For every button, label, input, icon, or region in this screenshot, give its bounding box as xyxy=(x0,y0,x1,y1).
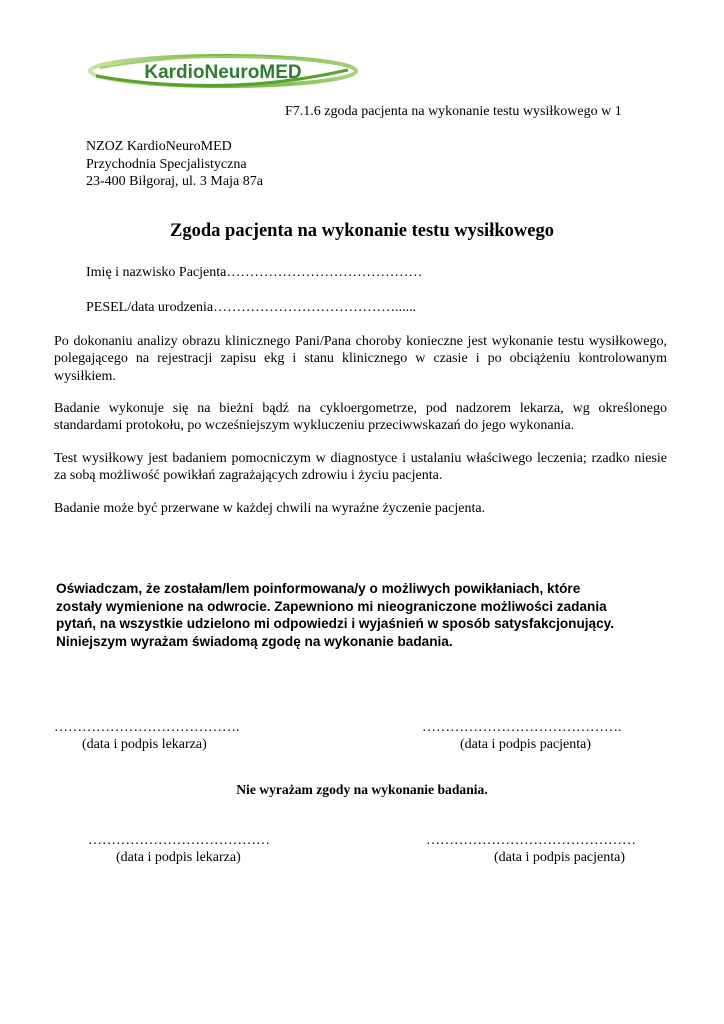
refusal-doctor-signature-line: ………………………………… xyxy=(88,833,270,848)
logo-text: KardioNeuroMED xyxy=(144,62,302,83)
kardioneuromed-logo xyxy=(86,50,360,92)
clinic-type: Przychodnia Specjalistyczna xyxy=(86,156,247,172)
refusal-statement: Nie wyrażam zgody na wykonanie badania. xyxy=(236,782,488,797)
refusal-patient-signature-label: (data i podpis pacjenta) xyxy=(494,850,626,865)
pesel-field: PESEL/data urodzenia…………………………………...... xyxy=(86,300,417,315)
refusal-patient-signature-line: ……………………………………… xyxy=(426,833,636,848)
patient-name-field: Imię i nazwisko Pacjenta…………………………………… xyxy=(86,265,423,280)
doctor-signature-line: …………………………………. xyxy=(54,720,240,735)
refusal-doctor-signature-label: (data i podpis lekarza) xyxy=(116,850,241,865)
paragraph-interrupt: Badanie może być przerwane w każdej chwili na wyraźne życzenie pacjenta. xyxy=(54,501,486,516)
patient-signature-line: ……………………………………. xyxy=(422,720,622,735)
consent-declaration: Oświadczam, że zostałam/lem poinformowana/y o możliwych powikłaniach, które zostały wymienione na odwrocie. Zapewniono mi nieograniczone możliwości zadania pytań, na wszystkie udzielono mi odpowiedzi i wyjaśnień w sposób satysfakcjonujący. Niniejszym wyrażam świadomą zgodę na wykonanie badania. xyxy=(56,581,614,649)
paragraph-procedure: Badanie wykonuje się na bieżni bądź na cykloergometrze, pod nadzorem lekarza, wg określonego standardami protokołu, po wcześniejszym wykluczeniu przeciwwskazań do jego wykonania. xyxy=(54,401,667,434)
document-title: Zgoda pacjenta na wykonanie testu wysiłkowego xyxy=(170,221,554,241)
paragraph-indication: Po dokonaniu analizy obrazu klinicznego Pani/Pana choroby konieczne jest wykonanie testu wysiłkowego, polegającego na rejestracji zapisu ekg i stanu klinicznego w czasie i po obciążeniu kontrolowanym wysiłkiem. xyxy=(54,334,667,384)
clinic-address xyxy=(86,138,263,191)
paragraph-risk: Test wysiłkowy jest badaniem pomocniczym w diagnostyce i ustalaniu właściwego leczenia; rzadko niesie za sobą możliwość powikłań zagrażających zdrowiu i życiu pacjenta. xyxy=(54,451,667,484)
doctor-signature-label: (data i podpis lekarza) xyxy=(82,737,207,752)
document-reference: F7.1.6 zgoda pacjenta na wykonanie testu wysiłkowego w 1 xyxy=(285,104,622,119)
clinic-name: NZOZ KardioNeuroMED xyxy=(86,139,232,154)
clinic-street: 23-400 Biłgoraj, ul. 3 Maja 87a xyxy=(86,174,263,189)
patient-signature-label: (data i podpis pacjenta) xyxy=(460,737,592,752)
